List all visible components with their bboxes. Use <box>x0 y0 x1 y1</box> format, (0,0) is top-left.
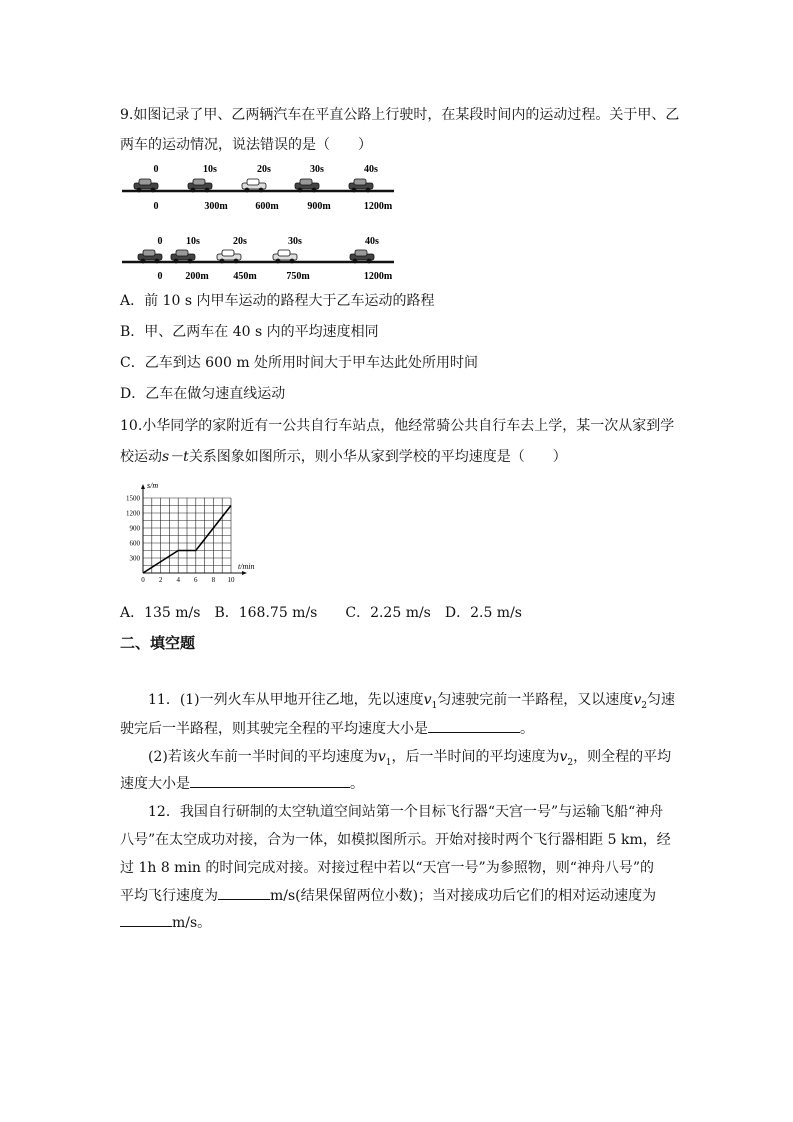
q11-p2-line2 <box>120 773 364 793</box>
q9-stem-line1: 9.如图记录了甲、乙两辆汽车在平直公路上行驶时，在某段时间内的运动过程。关于甲、乙 <box>120 107 680 123</box>
q11-p2-end: 。 <box>350 776 364 792</box>
car-a-distance: 300m <box>204 201 228 212</box>
answer-blank[interactable] <box>120 912 172 927</box>
q11-p2-text-c: ，则全程的平均 <box>573 749 672 765</box>
car-b-distance: 0 <box>157 271 163 282</box>
x-tick-label: 10 <box>227 576 235 584</box>
var-subscript: 2 <box>641 700 647 711</box>
var-v: v <box>423 692 432 708</box>
q9-stem-line2: 两车的运动情况，说法错误的是（ ） <box>120 137 372 153</box>
q11-p1-end: 。 <box>520 721 534 737</box>
var-v: v <box>559 749 568 765</box>
q11-p1-text-b: 匀速驶完前一半路程，又以速度 <box>437 692 634 708</box>
car-a-distance: 900m <box>307 201 331 212</box>
q11-p2-line1 <box>148 746 671 768</box>
y-tick-label: 1200 <box>126 509 140 518</box>
car-a-time: 40s <box>364 164 378 175</box>
q9-option-c: C．乙车到达 600 m 处所用时间大于甲车达此处所用时间 <box>120 355 479 371</box>
car-a-time: 30s <box>310 164 324 175</box>
q9-option-b: B．甲、乙两车在 40 s 内的平均速度相同 <box>120 324 379 340</box>
chart-labels <box>126 481 254 584</box>
q12-line4-text-a: 平均飞行速度为 <box>120 888 218 904</box>
y-tick-label: 900 <box>129 524 140 533</box>
q11-p1-line2 <box>120 718 534 738</box>
q10-stem-line1: 10.小华同学的家附近有一公共自行车站点，他经常骑公共自行车去上学，某一次从家到学 <box>120 418 675 434</box>
var-v: v <box>633 692 642 708</box>
car-a-time: 0 <box>153 164 159 175</box>
q11-p1-line1 <box>148 689 675 711</box>
y-tick-label: 1500 <box>126 494 140 503</box>
car-b-time-labels <box>158 236 380 247</box>
x-axis-label: t/min <box>238 562 255 571</box>
car-b-distance: 750m <box>286 271 310 282</box>
var-subscript: 1 <box>385 757 392 768</box>
var-subscript: 2 <box>567 757 574 768</box>
x-tick-label: 4 <box>176 576 180 584</box>
answer-blank[interactable] <box>218 885 270 900</box>
q10-stem-line2-b: 关系图象如图所示，则小华从家到学校的平均速度是（ ） <box>188 449 567 465</box>
q11-p2-text-b: ，后一半时间的平均速度为 <box>391 749 560 765</box>
car-b-time: 30s <box>288 236 302 247</box>
q9-option-a: A．前 10 s 内甲车运动的路程大于乙车运动的路程 <box>120 293 435 309</box>
q9-motion-figure <box>118 158 408 282</box>
answer-blank[interactable] <box>190 773 350 788</box>
x-axis-arrow <box>242 571 247 575</box>
x-tick-label: 0 <box>141 576 145 584</box>
q12-line4 <box>120 885 656 905</box>
y-axis-arrow <box>141 484 145 489</box>
var-subscript: 1 <box>431 700 438 711</box>
q12-line5-text: m/s。 <box>172 915 212 931</box>
q9-option-d: D．乙车在做匀速直线运动 <box>120 386 286 402</box>
q12-line5 <box>120 912 211 932</box>
car-b-distance: 450m <box>233 271 257 282</box>
q11-p2-text-a: (2)若该火车前一半时间的平均速度为 <box>148 749 378 765</box>
q12-line2: 八号”在太空成功对接，合为一体，如模拟图所示。开始对接时两个飞行器相距 5 km，经 <box>120 832 671 848</box>
q12-line1: 12．我国自行研制的太空轨道空间站第一个目标飞行器“天宫一号”与运输飞船“神舟 <box>148 804 664 820</box>
y-tick-label: 600 <box>129 539 140 548</box>
car-b-distance: 200m <box>185 271 209 282</box>
section-title: 二、填空题 <box>120 634 196 652</box>
var-v: v <box>377 749 386 765</box>
answer-blank[interactable] <box>428 718 520 733</box>
q10-stem-line2-a: 校运动 <box>120 449 162 465</box>
y-tick-label: 300 <box>129 554 140 563</box>
car-b-time: 10s <box>186 236 200 247</box>
car-a-time: 10s <box>203 164 217 175</box>
q11-p1-text-c: 匀速 <box>646 692 675 708</box>
q10-stem-variable: s－t <box>162 449 189 465</box>
q10-options: A．135 m/s B．168.75 m/s C．2.25 m/s D．2.5 m/s <box>120 605 522 621</box>
car-a-distance: 1200m <box>363 201 393 212</box>
car-b-time: 20s <box>233 236 247 247</box>
st-graph <box>118 480 278 588</box>
car-a-distance: 600m <box>255 201 279 212</box>
x-tick-label: 6 <box>194 576 198 584</box>
q11-p2-line2-text: 速度大小是 <box>120 776 190 792</box>
q10-stem-line2 <box>120 446 567 466</box>
q11-p1-line2-text: 驶完后一半路程，则其驶完全程的平均速度大小是 <box>120 721 428 737</box>
car-b-time: 0 <box>157 236 163 247</box>
car-a-time-labels <box>154 164 379 175</box>
q11-p1-text-a: 11．(1)一列火车从甲地开往乙地，先以速度 <box>148 692 424 708</box>
car-a-distance-labels <box>154 201 393 212</box>
car-b-time: 40s <box>365 236 379 247</box>
car-b-distance-labels <box>158 271 393 282</box>
car-a-distance: 0 <box>153 201 159 212</box>
y-axis-label: s/m <box>147 481 159 490</box>
chart-grid <box>143 498 231 573</box>
x-tick-label: 2 <box>158 576 163 584</box>
q12-line3: 过 1h 8 min 的时间完成对接。对接过程中若以“天宫一号”为参照物，则“神舟八号”的 <box>120 860 655 876</box>
x-tick-label: 8 <box>211 576 216 584</box>
car-a-time: 20s <box>257 164 271 175</box>
q12-line4-text-b: m/s(结果保留两位小数)；当对接成功后它们的相对运动速度为 <box>270 888 657 904</box>
car-b-distance: 1200m <box>363 271 393 282</box>
